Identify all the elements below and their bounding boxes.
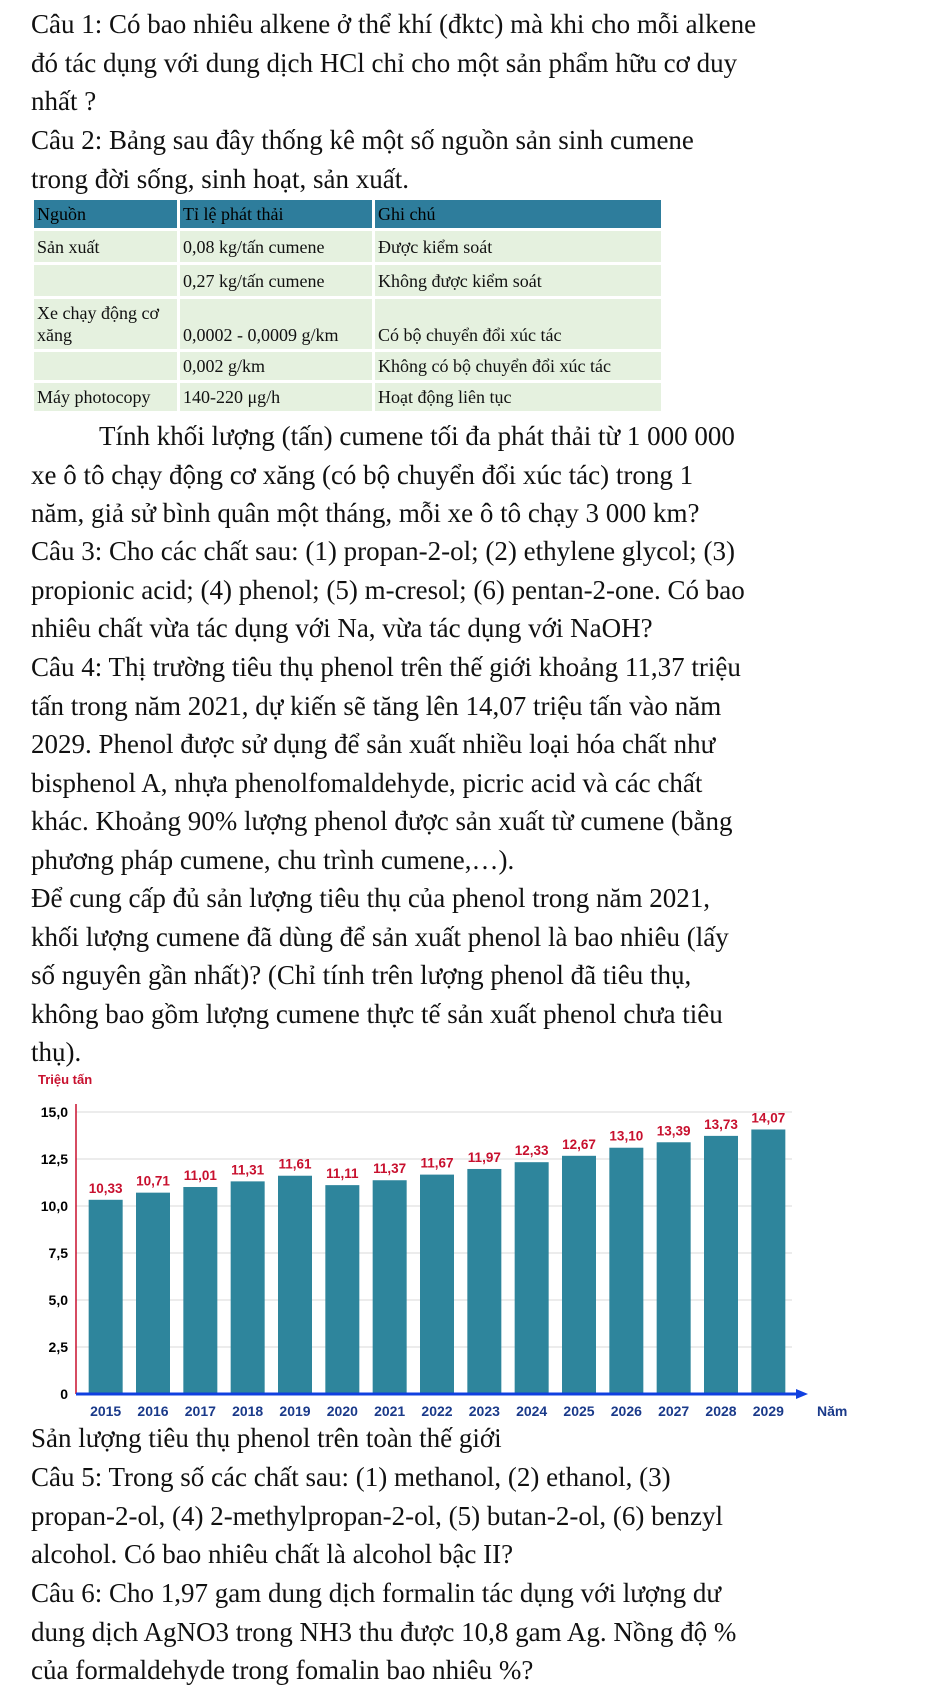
question-line: alcohol. Có bao nhiêu chất là alcohol bậc II?: [31, 1539, 514, 1569]
x-tick-label: 2027: [658, 1403, 690, 1419]
table-header-cell: Ghi chú: [375, 200, 661, 228]
question-line: propan-2-ol, (4) 2-methylpropan-2-ol, (5) butan-2-ol, (6) benzyl: [31, 1500, 724, 1531]
table-cell: [34, 265, 177, 296]
bar: [704, 1136, 738, 1394]
table-row: [34, 352, 661, 380]
cumene-sources-table: [31, 197, 664, 414]
question-line: Câu 6: Cho 1,97 gam dung dịch formalin tác dụng với lượng dư: [31, 1578, 721, 1608]
x-tick-label: 2018: [232, 1403, 264, 1419]
table-cell: Sản xuất: [34, 231, 177, 262]
y-tick-label: 2,5: [48, 1339, 68, 1355]
question-2: [31, 121, 911, 198]
question-line: nhiêu chất vừa tác dụng với Na, vừa tác dụng với NaOH?: [31, 613, 653, 643]
question-line: trong đời sống, sinh hoạt, sản xuất.: [31, 163, 409, 194]
question-2-task: [31, 417, 911, 533]
table-row: [34, 231, 661, 262]
question-line: propionic acid; (4) phenol; (5) m-cresol; (6) pentan-2-one. Có bao: [31, 574, 745, 605]
x-tick-label: 2019: [279, 1403, 311, 1419]
x-tick-label: 2022: [421, 1403, 453, 1419]
x-tick-label: 2021: [374, 1403, 406, 1419]
bar: [467, 1169, 501, 1394]
question-line: Câu 4: Thị trường tiêu thụ phenol trên thế giới khoảng 11,37 triệu: [31, 652, 741, 682]
question-line: Câu 5: Trong số các chất sau: (1) methanol, (2) ethanol, (3): [31, 1462, 671, 1492]
question-line: phương pháp cumene, chu trình cumene,…).: [31, 844, 515, 875]
x-axis-arrow-icon: [796, 1389, 808, 1399]
x-tick-label: 2028: [705, 1403, 737, 1419]
y-tick-label: 5,0: [48, 1292, 68, 1308]
bar-value-label: 11,37: [373, 1161, 407, 1177]
bar: [751, 1129, 785, 1394]
question-line: tấn trong năm 2021, dự kiến sẽ tăng lên 14,07 triệu tấn vào năm: [31, 690, 722, 721]
question-line: của formaldehyde trong fomalin bao nhiêu %?: [31, 1655, 534, 1685]
question-line: đó tác dụng với dung dịch HCl chỉ cho một sản phẩm hữu cơ duy: [31, 47, 738, 78]
bar-value-label: 13,10: [609, 1128, 644, 1144]
bar: [89, 1200, 123, 1394]
y-tick-label: 7,5: [48, 1245, 68, 1261]
question-line: bisphenol A, nhựa phenolfomaldehyde, picric acid và các chất: [31, 767, 703, 798]
question-line: khác. Khoảng 90% lượng phenol được sản xuất từ cumene (bằng: [31, 806, 733, 836]
table-cell: Xe chạy động cơ xăng: [34, 299, 177, 349]
question-line: dung dịch AgNO3 trong NH3 thu được 10,8 gam Ag. Nồng độ %: [31, 1616, 737, 1647]
bar: [373, 1180, 407, 1394]
bar: [136, 1193, 170, 1394]
bar: [183, 1187, 217, 1394]
bar-value-label: 12,67: [562, 1136, 596, 1152]
question-line: Câu 2: Bảng sau đây thống kê một số nguồn sản sinh cumene: [31, 125, 694, 155]
y-tick-label: 10,0: [40, 1198, 68, 1214]
x-tick-label: 2024: [516, 1403, 548, 1419]
y-tick-label: 12,5: [40, 1151, 68, 1167]
y-tick-label: 15,0: [40, 1104, 68, 1120]
table-header-cell: Nguồn: [34, 200, 177, 228]
question-line: Tính khối lượng (tấn) cumene tối đa phát thải từ 1 000 000: [99, 421, 735, 451]
bar-value-label: 14,07: [751, 1110, 786, 1126]
table-cell: [34, 352, 177, 380]
table-cell: Máy photocopy: [34, 383, 177, 411]
y-tick-label: 0: [60, 1386, 68, 1402]
bar-value-label: 11,01: [183, 1168, 217, 1184]
bar: [420, 1175, 454, 1394]
question-line: không bao gồm lượng cumene thực tế sản xuất phenol chưa tiêu: [31, 998, 723, 1029]
bar-value-label: 11,67: [420, 1155, 454, 1171]
question-6: [31, 1574, 911, 1690]
question-line: số nguyên gần nhất)? (Chỉ tính trên lượng phenol đã tiêu thụ,: [31, 960, 692, 990]
table-cell: Không có bộ chuyển đổi xúc tác: [375, 352, 661, 380]
question-line: năm, giả sử bình quân một tháng, mỗi xe ô tô chạy 3 000 km?: [31, 498, 700, 528]
bar: [278, 1176, 312, 1394]
phenol-consumption-chart: [0, 1068, 934, 1420]
question-line: Để cung cấp đủ sản lượng tiêu thụ của phenol trong năm 2021,: [31, 883, 711, 913]
question-1: [31, 5, 911, 121]
table-cell: Được kiểm soát: [375, 231, 661, 262]
bar: [562, 1156, 596, 1394]
bar: [325, 1185, 359, 1394]
x-tick-label: 2020: [326, 1403, 358, 1419]
x-tick-label: 2026: [610, 1403, 642, 1419]
y-axis-title: Triệu tấn: [38, 1072, 93, 1087]
table-cell: 0,27 kg/tấn cumene: [180, 265, 372, 296]
question-line: Câu 1: Có bao nhiêu alkene ở thể khí (đktc) mà khi cho mỗi alkene: [31, 9, 757, 39]
bar-value-label: 11,11: [326, 1166, 359, 1182]
table-row: [34, 383, 661, 411]
bar-value-label: 10,71: [136, 1173, 170, 1189]
question-3: [31, 532, 911, 648]
bar-value-label: 11,97: [467, 1149, 501, 1165]
chart-caption-text: Sản lượng tiêu thụ phenol trên toàn thế giới: [31, 1423, 502, 1453]
bar-value-label: 11,61: [278, 1156, 312, 1172]
x-tick-label: 2029: [752, 1403, 784, 1419]
question-5: [31, 1458, 911, 1574]
x-tick-label: 2015: [90, 1403, 122, 1419]
table-cell: Hoạt động liên tục: [375, 383, 661, 411]
x-tick-label: 2023: [468, 1403, 500, 1419]
table-cell: 0,0002 - 0,0009 g/km: [180, 299, 372, 349]
table-cell: 0,08 kg/tấn cumene: [180, 231, 372, 262]
question-line: khối lượng cumene đã dùng để sản xuất phenol là bao nhiêu (lấy: [31, 921, 729, 952]
table-header-cell: Tỉ lệ phát thải: [180, 200, 372, 228]
x-tick-label: 2016: [137, 1403, 169, 1419]
table-cell: 140-220 μg/h: [180, 383, 372, 411]
bar: [657, 1142, 691, 1394]
x-axis-title: Năm: [817, 1403, 848, 1419]
bar-value-label: 11,31: [231, 1162, 265, 1178]
table-row: [34, 265, 661, 296]
x-tick-label: 2025: [563, 1403, 595, 1419]
bar: [609, 1148, 643, 1394]
chart-caption: [31, 1419, 911, 1458]
question-line: Câu 3: Cho các chất sau: (1) propan-2-ol; (2) ethylene glycol; (3): [31, 536, 736, 566]
question-line: nhất ?: [31, 86, 97, 116]
table-cell: Không được kiểm soát: [375, 265, 661, 296]
question-line: thụ).: [31, 1037, 82, 1067]
question-line: xe ô tô chạy động cơ xăng (có bộ chuyển đổi xúc tác) trong 1: [31, 459, 694, 490]
bar-value-label: 13,73: [704, 1116, 738, 1132]
bar: [515, 1162, 549, 1394]
question-line: 2029. Phenol được sử dụng để sản xuất nhiều loại hóa chất như: [31, 729, 716, 759]
table-header-row: [34, 200, 661, 228]
bar-value-label: 12,33: [514, 1143, 549, 1159]
question-4: [31, 648, 911, 1072]
table-cell: Có bộ chuyển đổi xúc tác: [375, 299, 661, 349]
bar-value-label: 13,39: [656, 1123, 691, 1139]
table-row: [34, 299, 661, 349]
table-cell: 0,002 g/km: [180, 352, 372, 380]
x-tick-label: 2017: [184, 1403, 216, 1419]
bar: [231, 1181, 265, 1394]
bar-value-label: 10,33: [88, 1180, 123, 1196]
